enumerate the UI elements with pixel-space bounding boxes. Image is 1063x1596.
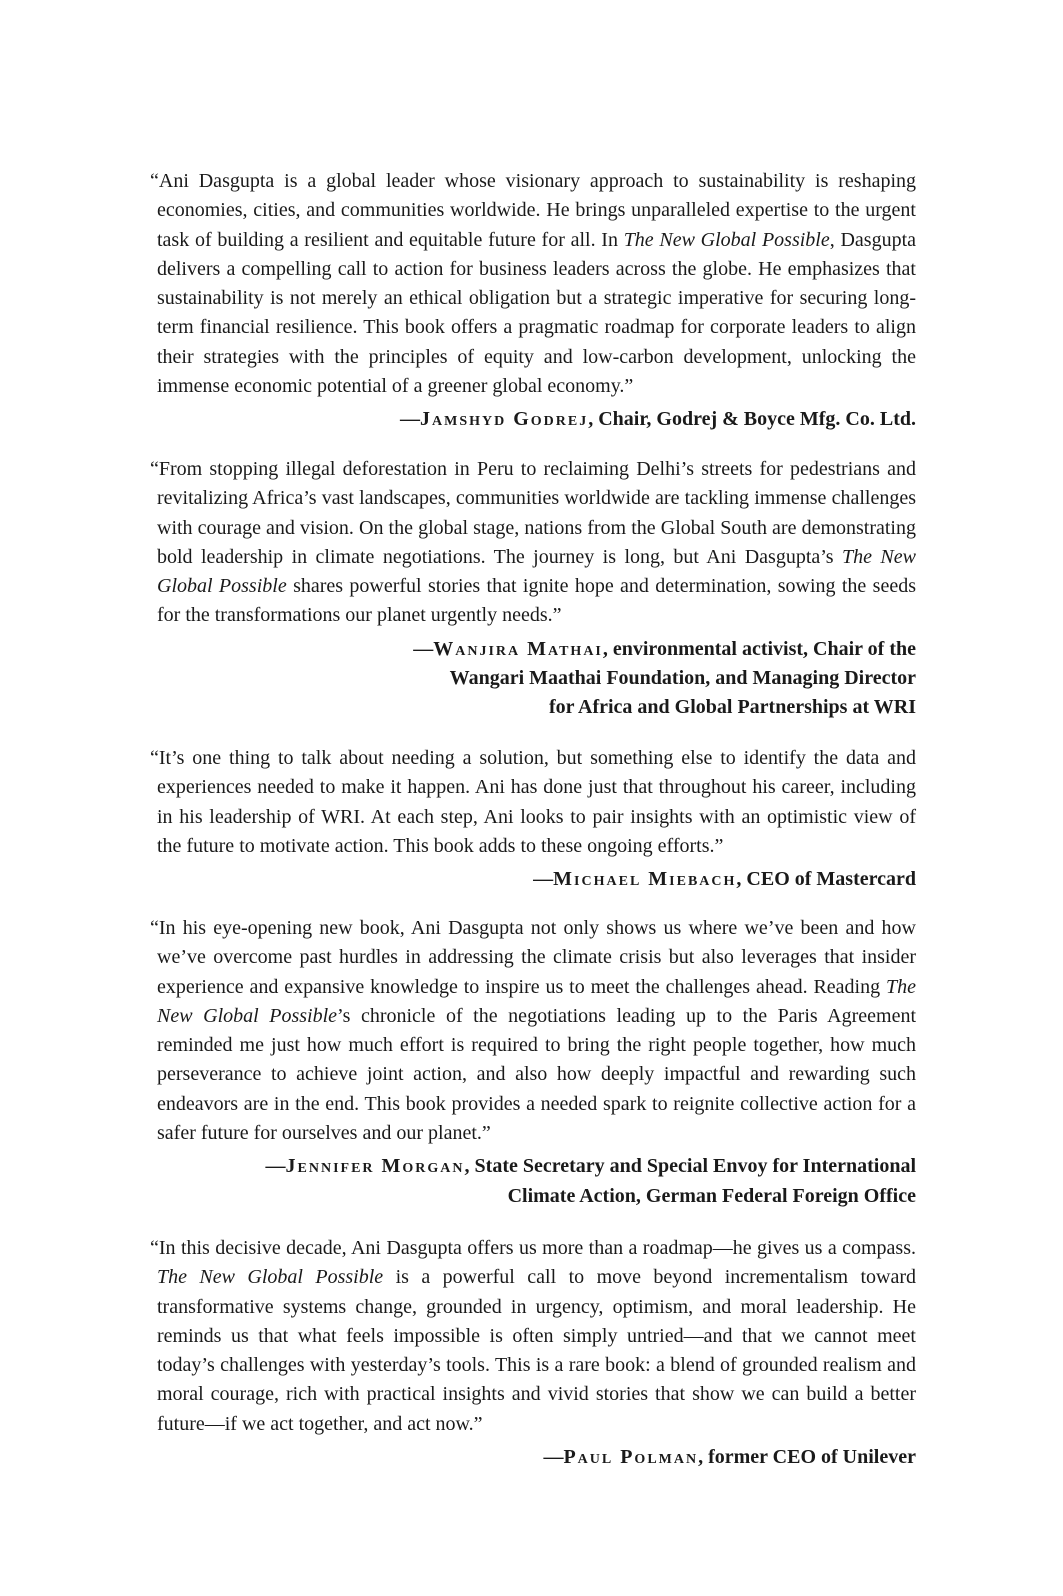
- attribution-line: [150, 635, 916, 664]
- endorser-role: , environmental activist, Chair of the: [602, 637, 916, 660]
- quote-text: , Dasgupta delivers a compelling call to action for business leaders across the globe. He emphasizes that sustainability is not merely an ethical obligation but a strategic imperative for securing long-term financial resilience. This book offers a pragmatic roadmap for corporate leaders to align their strategies with the principles of equity and low-carbon development, unlocking the immense economic potential of a greener global economy.”: [157, 228, 917, 398]
- endorsement-quote: [150, 744, 916, 861]
- quote-text: “In this decisive decade, Ani Dasgupta offers us more than a roadmap—he gives us a compass.: [150, 1237, 916, 1259]
- endorser-name: Wanjira Mathai: [433, 637, 603, 660]
- em-dash: —: [533, 868, 554, 891]
- quote-text: ’s chronicle of the negotiations leading up to the Paris Agreement reminded me just how much effort is required to bring the right people together, how much perseverance to achieve joint action, and also how deeply impactful and rewarding such endeavors are in the end. This book provides a needed spark to reignite collective action for a safer future for ourselves and our planet.”: [157, 1004, 917, 1145]
- attribution-line: [150, 405, 916, 434]
- endorser-name: Jamshyd Godrej: [420, 408, 589, 431]
- attribution-line: [150, 865, 916, 894]
- endorsement-attribution: [150, 1152, 916, 1211]
- endorser-role: for Africa and Global Partnerships at WRI: [548, 696, 916, 719]
- endorsement-quote: [150, 167, 916, 401]
- endorsement-attribution: [150, 635, 916, 723]
- endorsement-godrej: [150, 167, 916, 435]
- endorsement-attribution: [150, 1443, 916, 1472]
- endorser-name: Jennifer Morgan: [285, 1155, 465, 1178]
- attribution-line: [150, 1152, 916, 1181]
- em-dash: —: [400, 408, 420, 431]
- endorser-role: , State Secretary and Special Envoy for International: [464, 1155, 916, 1178]
- quote-text: shares powerful stories that ignite hope and determination, sowing the seeds for the transformations our planet urgently needs.”: [157, 575, 916, 627]
- endorsement-attribution: [150, 405, 916, 434]
- endorser-role: Climate Action, German Federal Foreign Office: [507, 1184, 916, 1207]
- endorsement-miebach: [150, 744, 916, 894]
- quote-text: “It’s one thing to talk about needing a solution, but something else to identify the data and experiences needed to make it happen. Ani has done just that throughout his career, including in his leadership of WRI. At each step, Ani looks to pair insights with an optimistic view of the future to motivate action. This book adds to these ongoing efforts.”: [150, 747, 916, 857]
- endorsement-quote: [150, 914, 916, 1148]
- endorsement-mathai: [150, 455, 916, 723]
- quote-text: “Ani Dasgupta is a global leader whose visionary approach to sustainability is reshaping economies, cities, and communities worldwide. He brings unparalleled expertise to the urgent task of building a resilient and equitable future for all. In: [150, 170, 916, 251]
- quote-text: “From stopping illegal deforestation in Peru to reclaiming Delhi’s streets for pedestrians and revitalizing Africa’s vast landscapes, communities worldwide are tackling immense challenges with courage and vision. On the global stage, nations from the Global South are demonstrating bold leadership in climate negotiations. The journey is long, but Ani Dasgupta’s: [150, 458, 916, 568]
- em-dash: —: [543, 1446, 564, 1469]
- book-title: The New Global Possible: [157, 1266, 384, 1289]
- attribution-line: [150, 1443, 916, 1472]
- endorsement-quote: [150, 455, 916, 631]
- endorsement-attribution: [150, 865, 916, 894]
- endorser-role: , former CEO of Unilever: [698, 1446, 916, 1469]
- em-dash: —: [265, 1155, 286, 1178]
- endorser-name: Michael Miebach: [553, 868, 737, 891]
- endorsement-quote: [150, 1234, 916, 1439]
- endorser-name: Paul Polman: [563, 1446, 699, 1469]
- book-title: The New Global Possible: [623, 228, 830, 251]
- endorser-role: , CEO of Mastercard: [736, 868, 916, 891]
- endorser-role: , Chair, Godrej & Boyce Mfg. Co. Ltd.: [588, 408, 916, 431]
- endorsement-morgan: [150, 914, 916, 1211]
- book-title: The New Global Possible: [157, 975, 916, 1027]
- endorser-role: Wangari Maathai Foundation, and Managing Director: [449, 667, 916, 690]
- quote-text: “In his eye-opening new book, Ani Dasgupta not only shows us where we’ve been and how we’ve overcome past hurdles in addressing the climate crisis but also leverages that insider experience and expansive knowledge to inspire us to meet the challenges ahead. Reading: [150, 917, 916, 998]
- em-dash: —: [413, 637, 434, 660]
- book-title: The New Global Possible: [157, 545, 916, 598]
- quote-text: is a powerful call to move beyond incrementalism toward transformative systems change, grounded in urgency, optimism, and moral leadership. He reminds us that what feels impossible is often simply untried—and that we cannot meet today’s challenges with yesterday’s tools. This is a rare book: a blend of grounded realism and moral courage, rich with practical insights and vivid stories that show we can build a better future—if we act together, and act now.”: [157, 1266, 916, 1435]
- endorsement-polman: [150, 1234, 916, 1472]
